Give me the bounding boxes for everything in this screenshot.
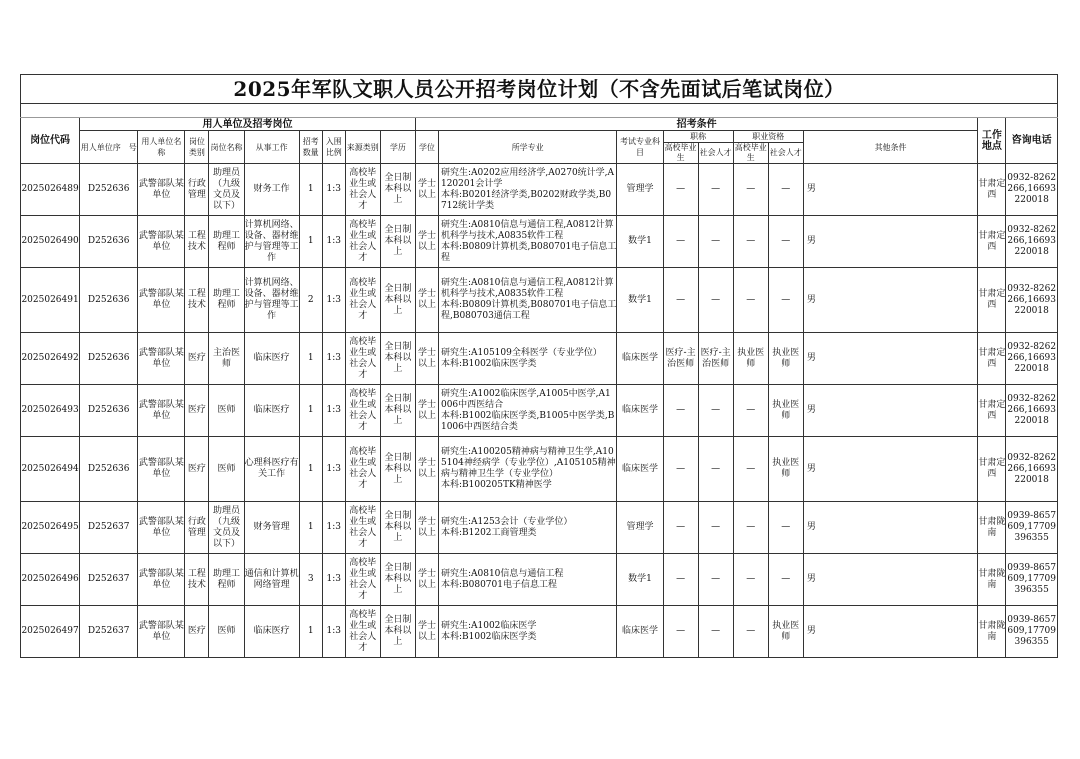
- cell-title-social: —: [698, 606, 733, 658]
- cell-major: 研究生:A1253会计（专业学位） 本科:B1202工商管理类: [438, 502, 616, 554]
- cell-degree: 学士以上: [415, 554, 438, 606]
- header-title-social: 社会人才: [698, 143, 733, 164]
- cell-phone: 0939-8657609,17709396355: [1006, 606, 1058, 658]
- cell-title-social: —: [698, 164, 733, 216]
- cell-phone: 0932-8262266,16693220018: [1006, 385, 1058, 437]
- cell-qual-social: —: [768, 502, 803, 554]
- cell-work: 财务工作: [244, 164, 299, 216]
- cell-title-grad: —: [663, 554, 698, 606]
- cell-ratio: 1:3: [322, 554, 345, 606]
- cell-education: 全日制本科以上: [380, 606, 415, 658]
- cell-exam-subject: 数学1: [617, 268, 663, 333]
- cell-position-code: 2025026495: [21, 502, 80, 554]
- cell-major: 研究生:A1002临床医学 本科:B1002临床医学类: [438, 606, 616, 658]
- cell-post-type: 医疗: [185, 385, 209, 437]
- cell-ratio: 1:3: [322, 502, 345, 554]
- cell-work: 心理科医疗有关工作: [244, 437, 299, 502]
- cell-title-grad: —: [663, 385, 698, 437]
- cell-education: 全日制本科以上: [380, 164, 415, 216]
- cell-ratio: 1:3: [322, 385, 345, 437]
- header-employer-group: 用人单位及招考岗位: [80, 118, 416, 131]
- cell-unit-seq: D252636: [80, 268, 138, 333]
- cell-qual-grad: —: [733, 164, 768, 216]
- blank-row: [21, 104, 1058, 118]
- cell-title-grad: —: [663, 502, 698, 554]
- cell-ratio: 1:3: [322, 606, 345, 658]
- cell-post-name: 助理员（九级文员及以下）: [209, 502, 244, 554]
- cell-title-social: —: [698, 268, 733, 333]
- cell-location: 甘肃陇南: [978, 502, 1006, 554]
- table-row: [21, 333, 1058, 385]
- cell-other: 男: [803, 437, 977, 502]
- cell-qual-grad: —: [733, 268, 768, 333]
- cell-ratio: 1:3: [322, 268, 345, 333]
- header-major: 所学专业: [438, 131, 616, 164]
- cell-source: 高校毕业生或社会人才: [345, 502, 380, 554]
- cell-count: 3: [299, 554, 322, 606]
- cell-other: 男: [803, 502, 977, 554]
- cell-source: 高校毕业生或社会人才: [345, 268, 380, 333]
- cell-count: 1: [299, 437, 322, 502]
- header-title-group: 职称: [663, 131, 733, 143]
- cell-title-grad: —: [663, 606, 698, 658]
- cell-unit-name: 武警部队某单位: [138, 554, 185, 606]
- cell-major: 研究生:A100205精神病与精神卫生学,A105104神经病学（专业学位）,A105105精神病与精神卫生学（专业学位） 本科:B100205TK精神医学: [438, 437, 616, 502]
- cell-post-type: 医疗: [185, 437, 209, 502]
- cell-qual-grad: —: [733, 606, 768, 658]
- cell-location: 甘肃定西: [978, 216, 1006, 268]
- table-row: [21, 437, 1058, 502]
- cell-post-name: 医师: [209, 606, 244, 658]
- cell-exam-subject: 管理学: [617, 502, 663, 554]
- cell-post-type: 工程技术: [185, 216, 209, 268]
- cell-qual-social: 执业医师: [768, 333, 803, 385]
- cell-post-name: 医师: [209, 385, 244, 437]
- cell-ratio: 1:3: [322, 437, 345, 502]
- cell-degree: 学士以上: [415, 385, 438, 437]
- table-row: [21, 268, 1058, 333]
- cell-unit-name: 武警部队某单位: [138, 216, 185, 268]
- cell-exam-subject: 临床医学: [617, 385, 663, 437]
- cell-education: 全日制本科以上: [380, 268, 415, 333]
- cell-title-social: —: [698, 502, 733, 554]
- cell-work: 临床医疗: [244, 385, 299, 437]
- cell-post-name: 助理工程师: [209, 216, 244, 268]
- cell-qual-social: 执业医师: [768, 606, 803, 658]
- cell-education: 全日制本科以上: [380, 385, 415, 437]
- header-exam-subject: 考试专业科 目: [617, 131, 663, 164]
- cell-ratio: 1:3: [322, 216, 345, 268]
- cell-location: 甘肃定西: [978, 268, 1006, 333]
- cell-unit-name: 武警部队某单位: [138, 385, 185, 437]
- cell-unit-seq: D252637: [80, 606, 138, 658]
- cell-major: 研究生:A1002临床医学,A1005中医学,A1006中西医结合 本科:B1002临床医学类,B1005中医学类,B1006中西医结合类: [438, 385, 616, 437]
- table-row: [21, 502, 1058, 554]
- cell-phone: 0939-8657609,17709396355: [1006, 554, 1058, 606]
- cell-location: 甘肃定西: [978, 437, 1006, 502]
- cell-unit-seq: D252637: [80, 554, 138, 606]
- cell-qual-social: 执业医师: [768, 385, 803, 437]
- cell-unit-name: 武警部队某单位: [138, 268, 185, 333]
- cell-qual-grad: —: [733, 385, 768, 437]
- cell-post-name: 助理员（九级文员及以下）: [209, 164, 244, 216]
- cell-unit-seq: D252636: [80, 164, 138, 216]
- recruitment-sheet: [20, 74, 1058, 658]
- cell-count: 1: [299, 216, 322, 268]
- cell-degree: 学士以上: [415, 216, 438, 268]
- cell-count: 1: [299, 164, 322, 216]
- cell-exam-subject: 临床医学: [617, 606, 663, 658]
- cell-title-social: —: [698, 385, 733, 437]
- cell-ratio: 1:3: [322, 333, 345, 385]
- cell-unit-name: 武警部队某单位: [138, 606, 185, 658]
- cell-qual-grad: —: [733, 437, 768, 502]
- cell-position-code: 2025026490: [21, 216, 80, 268]
- header-source: 来源类别: [345, 131, 380, 164]
- cell-qual-social: —: [768, 268, 803, 333]
- header-title-grad: 高校毕业生: [664, 143, 697, 162]
- cell-source: 高校毕业生或社会人才: [345, 554, 380, 606]
- cell-exam-subject: 数学1: [617, 216, 663, 268]
- header-unit-name: 用人单位名 称: [138, 131, 185, 164]
- cell-other: 男: [803, 333, 977, 385]
- cell-count: 1: [299, 333, 322, 385]
- cell-exam-subject: 临床医学: [617, 333, 663, 385]
- cell-major: 研究生:A0810信息与通信工程,A0812计算机科学与技术,A0835软件工程 本科:B0809计算机类,B080701电子信息工程: [438, 216, 616, 268]
- cell-unit-seq: D252637: [80, 502, 138, 554]
- cell-post-type: 医疗: [185, 333, 209, 385]
- cell-location: 甘肃定西: [978, 333, 1006, 385]
- cell-degree: 学士以上: [415, 437, 438, 502]
- header-conditions-group: 招考条件: [415, 118, 977, 131]
- cell-major: 研究生:A0202应用经济学,A0270统计学,A120201会计学 本科:B0201经济学类,B0202财政学类,B0712统计学类: [438, 164, 616, 216]
- recruitment-table: [20, 74, 1058, 658]
- table-row: [21, 606, 1058, 658]
- cell-position-code: 2025026497: [21, 606, 80, 658]
- page-title: 2025年军队文职人员公开招考岗位计划（不含先面试后笔试岗位）: [21, 75, 1058, 104]
- cell-post-type: 医疗: [185, 606, 209, 658]
- table-row: [21, 554, 1058, 606]
- cell-qual-social: —: [768, 554, 803, 606]
- cell-source: 高校毕业生或社会人才: [345, 437, 380, 502]
- header-phone: 咨询电话: [1006, 118, 1058, 164]
- cell-position-code: 2025026494: [21, 437, 80, 502]
- cell-position-code: 2025026492: [21, 333, 80, 385]
- cell-major: 研究生:A0810信息与通信工程 本科:B080701电子信息工程: [438, 554, 616, 606]
- cell-count: 1: [299, 502, 322, 554]
- header-other: 其他条件: [803, 131, 977, 164]
- cell-education: 全日制本科以上: [380, 554, 415, 606]
- cell-unit-name: 武警部队某单位: [138, 437, 185, 502]
- table-row: [21, 216, 1058, 268]
- cell-phone: 0932-8262266,16693220018: [1006, 333, 1058, 385]
- header-position-code: 岗位代码: [21, 118, 80, 164]
- header-qual-social: 社会人才: [768, 143, 803, 164]
- cell-major: 研究生:A105109全科医学（专业学位） 本科:B1002临床医学类: [438, 333, 616, 385]
- cell-phone: 0939-8657609,17709396355: [1006, 502, 1058, 554]
- cell-post-name: 主治医师: [209, 333, 244, 385]
- cell-phone: 0932-8262266,16693220018: [1006, 164, 1058, 216]
- header-count: 招考数量: [299, 131, 322, 164]
- cell-title-social: —: [698, 554, 733, 606]
- cell-position-code: 2025026493: [21, 385, 80, 437]
- cell-source: 高校毕业生或社会人才: [345, 333, 380, 385]
- cell-degree: 学士以上: [415, 502, 438, 554]
- header-qual-group: 职业资格: [733, 131, 803, 143]
- cell-degree: 学士以上: [415, 606, 438, 658]
- cell-source: 高校毕业生或社会人才: [345, 606, 380, 658]
- cell-title-grad: 医疗-主治医师: [663, 333, 698, 385]
- cell-unit-seq: D252636: [80, 385, 138, 437]
- cell-phone: 0932-8262266,16693220018: [1006, 437, 1058, 502]
- cell-title-social: 医疗-主治医师: [698, 333, 733, 385]
- cell-post-name: 医师: [209, 437, 244, 502]
- cell-work: 临床医疗: [244, 606, 299, 658]
- cell-location: 甘肃定西: [978, 385, 1006, 437]
- cell-qual-social: —: [768, 164, 803, 216]
- table-row: [21, 385, 1058, 437]
- cell-post-type: 行政管理: [185, 502, 209, 554]
- cell-unit-name: 武警部队某单位: [138, 502, 185, 554]
- cell-position-code: 2025026491: [21, 268, 80, 333]
- cell-post-type: 工程技术: [185, 554, 209, 606]
- cell-post-type: 行政管理: [185, 164, 209, 216]
- cell-work: 计算机网络、设备、器材维护与管理等工作: [244, 268, 299, 333]
- cell-exam-subject: 管理学: [617, 164, 663, 216]
- cell-title-grad: —: [663, 268, 698, 333]
- cell-qual-grad: —: [733, 502, 768, 554]
- cell-source: 高校毕业生或社会人才: [345, 164, 380, 216]
- cell-exam-subject: 数学1: [617, 554, 663, 606]
- cell-work: 通信和计算机网络管理: [244, 554, 299, 606]
- cell-unit-name: 武警部队某单位: [138, 164, 185, 216]
- header-location: 工作地点: [978, 118, 1006, 164]
- header-qual-grad: 高校毕业生: [734, 143, 767, 162]
- cell-title-social: —: [698, 216, 733, 268]
- cell-qual-grad: 执业医师: [733, 333, 768, 385]
- cell-unit-name: 武警部队某单位: [138, 333, 185, 385]
- cell-degree: 学士以上: [415, 333, 438, 385]
- cell-post-name: 助理工程师: [209, 268, 244, 333]
- cell-education: 全日制本科以上: [380, 333, 415, 385]
- cell-work: 临床医疗: [244, 333, 299, 385]
- table-body: [21, 164, 1058, 658]
- cell-other: 男: [803, 554, 977, 606]
- cell-exam-subject: 临床医学: [617, 437, 663, 502]
- cell-qual-social: 执业医师: [768, 437, 803, 502]
- cell-qual-social: —: [768, 216, 803, 268]
- cell-other: 男: [803, 216, 977, 268]
- cell-unit-seq: D252636: [80, 333, 138, 385]
- cell-education: 全日制本科以上: [380, 437, 415, 502]
- cell-other: 男: [803, 385, 977, 437]
- cell-phone: 0932-8262266,16693220018: [1006, 268, 1058, 333]
- cell-count: 1: [299, 385, 322, 437]
- cell-other: 男: [803, 268, 977, 333]
- header-ratio: 入围比例: [322, 131, 345, 164]
- cell-degree: 学士以上: [415, 268, 438, 333]
- cell-phone: 0932-8262266,16693220018: [1006, 216, 1058, 268]
- header-work: 从事工作: [244, 131, 299, 164]
- cell-education: 全日制本科以上: [380, 502, 415, 554]
- cell-count: 1: [299, 606, 322, 658]
- cell-location: 甘肃陇南: [978, 606, 1006, 658]
- cell-ratio: 1:3: [322, 164, 345, 216]
- cell-source: 高校毕业生或社会人才: [345, 385, 380, 437]
- cell-position-code: 2025026496: [21, 554, 80, 606]
- cell-unit-seq: D252636: [80, 216, 138, 268]
- cell-degree: 学士以上: [415, 164, 438, 216]
- cell-qual-grad: —: [733, 216, 768, 268]
- cell-other: 男: [803, 164, 977, 216]
- header-degree: 学位: [415, 131, 438, 164]
- cell-qual-grad: —: [733, 554, 768, 606]
- cell-unit-seq: D252636: [80, 437, 138, 502]
- cell-title-grad: —: [663, 216, 698, 268]
- header-education: 学历: [380, 131, 415, 164]
- cell-post-type: 工程技术: [185, 268, 209, 333]
- cell-title-grad: —: [663, 437, 698, 502]
- cell-position-code: 2025026489: [21, 164, 80, 216]
- cell-post-name: 助理工程师: [209, 554, 244, 606]
- cell-other: 男: [803, 606, 977, 658]
- cell-title-social: —: [698, 437, 733, 502]
- cell-education: 全日制本科以上: [380, 216, 415, 268]
- cell-title-grad: —: [663, 164, 698, 216]
- header-unit-seq: 用人单位序 号: [80, 131, 138, 164]
- cell-major: 研究生:A0810信息与通信工程,A0812计算机科学与技术,A0835软件工程 本科:B0809计算机类,B080701电子信息工程,B080703通信工程: [438, 268, 616, 333]
- cell-source: 高校毕业生或社会人才: [345, 216, 380, 268]
- cell-count: 2: [299, 268, 322, 333]
- header-post-name: 岗位名称: [209, 131, 244, 164]
- cell-location: 甘肃陇南: [978, 554, 1006, 606]
- table-row: [21, 164, 1058, 216]
- cell-work: 财务管理: [244, 502, 299, 554]
- cell-location: 甘肃定西: [978, 164, 1006, 216]
- header-post-type: 岗位类别: [185, 131, 209, 164]
- cell-work: 计算机网络、设备、器材维护与管理等工作: [244, 216, 299, 268]
